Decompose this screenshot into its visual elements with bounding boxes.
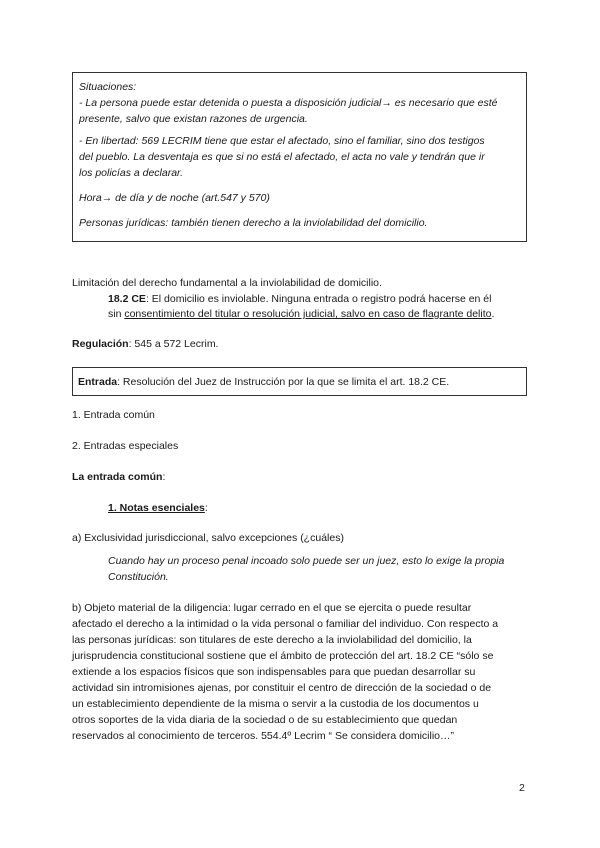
article-line <box>108 291 491 307</box>
item-b-line: las personas jurídicas: son titulares de este derecho a la inviolabilidad del domicilio, la <box>72 634 472 646</box>
list-item: 1. Entrada común <box>72 409 155 421</box>
notas-heading <box>108 500 208 516</box>
item-b-line: otros soportes de la vida diaria de la sociedad o de su establecimiento que quedan <box>72 714 458 726</box>
regulacion-text: : 545 a 572 Lecrim. <box>128 338 219 350</box>
situaciones-line: los policías a declarar. <box>79 167 184 179</box>
item-b <box>72 600 528 744</box>
article-line-2 <box>108 306 494 322</box>
situaciones-personas: Personas jurídicas: también tienen derecho a la inviolabilidad del domicilio. <box>79 217 428 229</box>
regulacion <box>72 336 218 352</box>
regulacion-label: Regulación <box>72 338 129 350</box>
item-b-line: reservados al conocimiento de terceros. 554.4º Lecrim “ Se considera domicilio…” <box>72 730 455 742</box>
page-number: 2 <box>519 782 525 794</box>
entrada-box <box>72 367 527 396</box>
entrada-text: : Resolución del Juez de Instrucción por la que se limita el art. 18.2 CE. <box>117 376 450 388</box>
notas-heading-text: 1. Notas esenciales <box>108 502 205 514</box>
limitacion-text: Limitación del derecho fundamental a la inviolabilidad de domicilio. <box>72 277 382 289</box>
entrada-comun-heading <box>72 469 165 485</box>
item-b-line: jurisprudencia constitucional sostiene que el ámbito de protección del art. 18.2 CE “sólo se <box>72 650 494 662</box>
item-b-line: actividad sin intromisiones ajenas, por constituir el centro de dirección de la sociedad o de <box>72 682 492 694</box>
article-line2-prefix: sin <box>108 308 125 320</box>
entrada-label: Entrada <box>78 376 118 388</box>
item-a: a) Exclusividad jurisdiccional, salvo excepciones (¿cuáles) <box>72 532 344 544</box>
situaciones-line: - En libertad: 569 LECRIM tiene que estar el afectado, sino el familiar, sino dos testigos <box>79 135 485 147</box>
situaciones-title: Situaciones: <box>79 81 137 93</box>
item-b-line: afectado el derecho a la intimidad o la vida personal o familiar del individuo. Con respecto a <box>72 618 499 630</box>
list-item: 2. Entradas especiales <box>72 440 179 452</box>
entrada-comun-label: La entrada común <box>72 471 163 483</box>
article-line2-suffix: . <box>491 308 495 320</box>
situaciones-line: del pueblo. La desventaja es que si no está el afectado, el acta no vale y tendrán que ir <box>79 151 485 163</box>
situaciones-box <box>72 72 527 242</box>
situaciones-hora: Hora→ de día y de noche (art.547 y 570) <box>79 192 270 204</box>
article-underlined: consentimiento del titular o resolución judicial, salvo en caso de flagrante delito <box>124 308 492 320</box>
situaciones-line: - La persona puede estar detenida o puesta a disposición judicial→ es necesario que esté <box>79 97 498 109</box>
article-text: : El domicilio es inviolable. Ninguna entrada o registro podrá hacerse en él <box>145 293 492 305</box>
notas-colon: : <box>204 502 208 514</box>
item-b-line: extiende a los espacios físicos que son indispensables para que puedan desarrollar su <box>72 666 476 678</box>
entrada-comun-colon: : <box>162 471 166 483</box>
item-b-line: un establecimiento dependiente de la misma o servir a la custodia de los documentos u <box>72 698 479 710</box>
item-a-quote: Cuando hay un proceso penal incoado solo puede ser un juez, esto lo exige la propia <box>108 555 505 567</box>
article-ref: 18.2 CE <box>108 293 146 305</box>
item-a-quote: Constitución. <box>108 571 169 583</box>
item-b-line: b) Objeto material de la diligencia: lugar cerrado en el que se ejercita o puede resultar <box>72 602 472 614</box>
situaciones-line: presente, salvo que existan razones de urgencia. <box>79 113 308 125</box>
